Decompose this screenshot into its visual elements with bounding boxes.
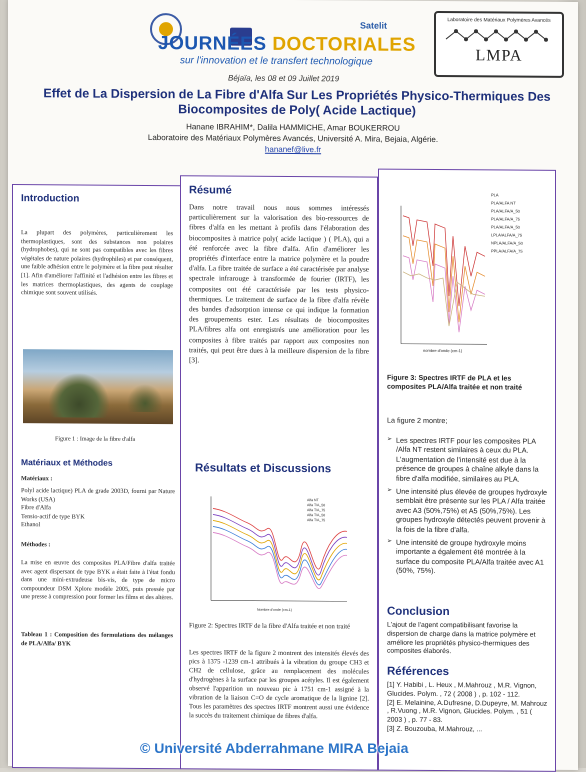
intro-text: La plupart des polymères, particulièrement les thermoplastiques, sont des substances non polaires (hydrophobes), qui ne sont pas compatibles avec les fibres végétales de nature polaires (hydrophiles) et par conséquent, une faible adhésion entre le polymère et la fibre peut résulter [1]. Afin d'améliorer l'affinité et l'adhésion entre les fibres et les matrices thermoplastiques, des agents de couplage chimique sont souvent utilisés. [21,229,173,297]
fig2-legend-entry: Alfa T/A_50 [307,503,326,508]
authors: Hanane IBRAHIM*, Dalila HAMMICHE, Amar BOUKERROU [186,122,400,133]
materials-item: Tensio-actif de type BYK [21,512,85,521]
fig2-xlabel: Nombre d'onde (cm-1) [257,607,292,612]
fig3-legend-entry: PLA/ALFA/A_50 [491,224,520,230]
fig3-legend-entry: LPLA/ALFA/A_75 [491,232,523,238]
poster-header [8,0,578,162]
fig3-legend-entry: NPLA/ALFA/A_50 [491,240,523,246]
figure2-svg [197,488,357,619]
results-heading: Résultats et Discussions [195,462,332,476]
lab-banner: Laboratoire des Matériaux Polymères Avancés [447,17,551,24]
molecule-chain-icon [444,27,554,46]
poster-title-line2: Biocomposites de Poly( Acide Lactique) [178,102,416,118]
materials-item: Polyl acide lactique) PLA de grade 2003D, fourni par Nature Works (USA) [21,487,175,503]
event-title-part1: JOURNÉES [158,33,273,55]
resume-text: Dans notre travail nous nous sommes intéressés particulièrement sur la valorisation des bio-ressources de fibres d'alfa en les mettant à profils dans l'élaboration des biocomposites à matrice poly( acide lactique ) ( PLA), qui a été renforcée avec la fibre d'alfa. Afin d'améliorer les propriétés d'interface entre la matrice polymère et la poudre d'alfa. La fibre traitée de surface a été caractérisée par analyse spectrale infrarouge à transformée de fourier (IRTF), les composites ont été caractérisée par les tests physico-thermiques. Le traitement de surface de la fibre d'alfa révèle des bandes d'adsorption intense ce qui indique la formation des groupements ester. Les résultats de biocomposites PLA/fibres alfa ont enregistrés une amélioration pour les composites à fibre traités par rapport aux composites non traités, qui peut être dues à la meilleure dispersion de la fibre [3]. [189,203,369,365]
poster [8,0,578,770]
column-left [12,184,182,769]
lab-logo [434,11,564,78]
fig2-legend-entry: Alfa T/A_75 [307,518,326,523]
fig3-xlabel: nombre d'onde (cm-1) [423,347,463,354]
references-list [387,682,549,736]
materials-item: Ethanol [21,521,41,529]
watermark-footer: © Université Abderrahmane MIRA Bejaia [140,740,409,756]
fig2-legend-entry: Alfa T/A_50 [307,513,326,518]
materials-item: Fibre d'Alfa [21,504,51,512]
resume-heading: Résumé [189,184,232,197]
event-subtitle: sur l'innovation et le transfert technologique [180,55,373,68]
figure1-caption: Figure 1 : Image de la fibre d'alfa [55,436,136,443]
fig3-legend-entry: PLA [491,192,499,198]
figure2-chart [197,488,357,619]
column-middle [180,175,378,770]
lab-acronym: LMPA [475,47,523,65]
fig3-legend-entry: PPLA/ALFA/A_75 [491,248,523,254]
materials-heading: Matériaux et Méthodes [21,457,113,468]
fig3-bullet: ➢ Les spectres IRTF pour les composites PLA /Alfa NT restent similaires à ceux du PLA. L'augmentation de l'intensité est due à la présence de groupes à chaîne alkyle dans la fibre d'alfa modifiée, similaires au PLA. [387,436,549,484]
materials-list [21,487,175,531]
fig3-bullet: ➢ Une intensité plus élevée de groupes hydroxyle semblait être présente sur les PLA / Alfa traitée avec A3 (50%,75%) et A5 (50%,75%). Les groupes hydroxyle détectés peuvent provenir à la fois de la fibre d'alfa. [387,487,549,535]
reference-item: [1] Y. Habibi , L. Heux , M.Mahrouz , M.R. Vignon, Glucides. Polym. , 72 ( 2008 ) , p. 102 - 112. [387,681,537,699]
figure3-chart [387,176,547,357]
affiliation: Laboratoire des Matériaux Polymères Avancés, Université A. Mira, Bejaia, Algérie. [147,132,439,145]
poster-title-line1: Effet de La Dispersion de La Fibre d'Alfa Sur Les Propriétés Physico-Thermiques Des [43,86,551,104]
conclusion-text: L'ajout de l'agent compatibilisant favorise la dispersion de charge dans la matrice polymère et améliore les propriétés physico-thermiques des composites élaborés. [387,621,536,656]
fig3-bullet: ➢ Une intensité de groupe hydroxyle moins importante a également été montrée à la surface du composite PLA/Alfa traitée avec A1 (50%, 75%). [387,538,549,577]
table1-caption: Tableau 1 : Composition des formulations des mélanges de PLA/Alfa/ BYK [21,631,173,648]
fig3-legend-entry: PLA/ALFA NT [491,200,516,206]
methods-subheading: Méthodes : [21,541,51,549]
intro-heading: Introduction [21,193,80,205]
event-title [158,33,416,57]
partner-logo: Satelit [360,20,388,31]
reference-item: [3] Z. Bouzouba, M.Mahrouz, ... [387,725,483,734]
fig2-legend-entry: Alfa T/A_75 [307,508,326,513]
fig2-legend-entry: Alfa NT [307,498,319,503]
fig3-intro-line: La figure 2 montre; [387,415,448,426]
materials-subheading: Matériaux : [21,475,53,483]
results-text: Les spectres IRTF de la figure 2 montrent des intensités élevés des pics à 1375 -1239 cm-1 attribués à la vibration du groupe CH3 et CH2 de cellulose, grâce au remplacement des molécules d'hydrogènes à la surface par les groupes acétyles. Il est également observé l'apparition un nouveau pic à 1751 cm-1 assigné à la vibration de la liaison C=O de cycle aromatique de la lignine [2]. Tous les paramètres des spectres IRTF montrent aussi une évidence la succès du traitement chimique de fibres d'alfa. [189,649,369,721]
event-title-part2: DOCTORIALES [272,33,416,56]
alfa-fiber-photo [23,349,173,424]
figure3-caption: Figure 3: Spectres IRTF de PLA et les composites PLA/Alfa traitée et non traité [387,374,522,392]
conclusion-heading: Conclusion [387,605,450,619]
figure3-svg [387,176,547,357]
fig3-legend-entry: PLA/ALFA/A_50 [491,208,520,214]
reference-item: [2] E. Melainine, A.Dufresne, D.Dupeyre, M. Mahrouz , R.Vuong , M.R. Vignon, Glucides. Polym. , 51 ( 2003 ) , p. 77 - 83. [387,699,548,725]
authors-block [78,120,508,156]
poster-title [42,86,552,120]
column-right [378,169,556,772]
fig3-legend-entry: PLA/ALFA/A_75 [491,216,520,222]
figure2-caption: Figure 2: Spectres IRTF de la fibre d'Alfa traitée et non traité [189,622,351,631]
event-date: Béjaïa, les 08 et 09 Juillet 2019 [228,73,340,84]
methods-text: La mise en œuvre des composites PLA/Fibre d'alfa traitée avec agent dispersant de type BYK a était faite à l'état fondu dans une mini-extrudeuse bis-vis, de type de micro compoundeur DSM Xplore modèle 2005, puis pressée par une presse à compression pour former les films et des altères. [21,559,175,602]
fig3-bullets [387,436,549,581]
references-heading: Références [387,665,450,679]
author-email-link[interactable]: hananef@live.fr [264,144,322,155]
